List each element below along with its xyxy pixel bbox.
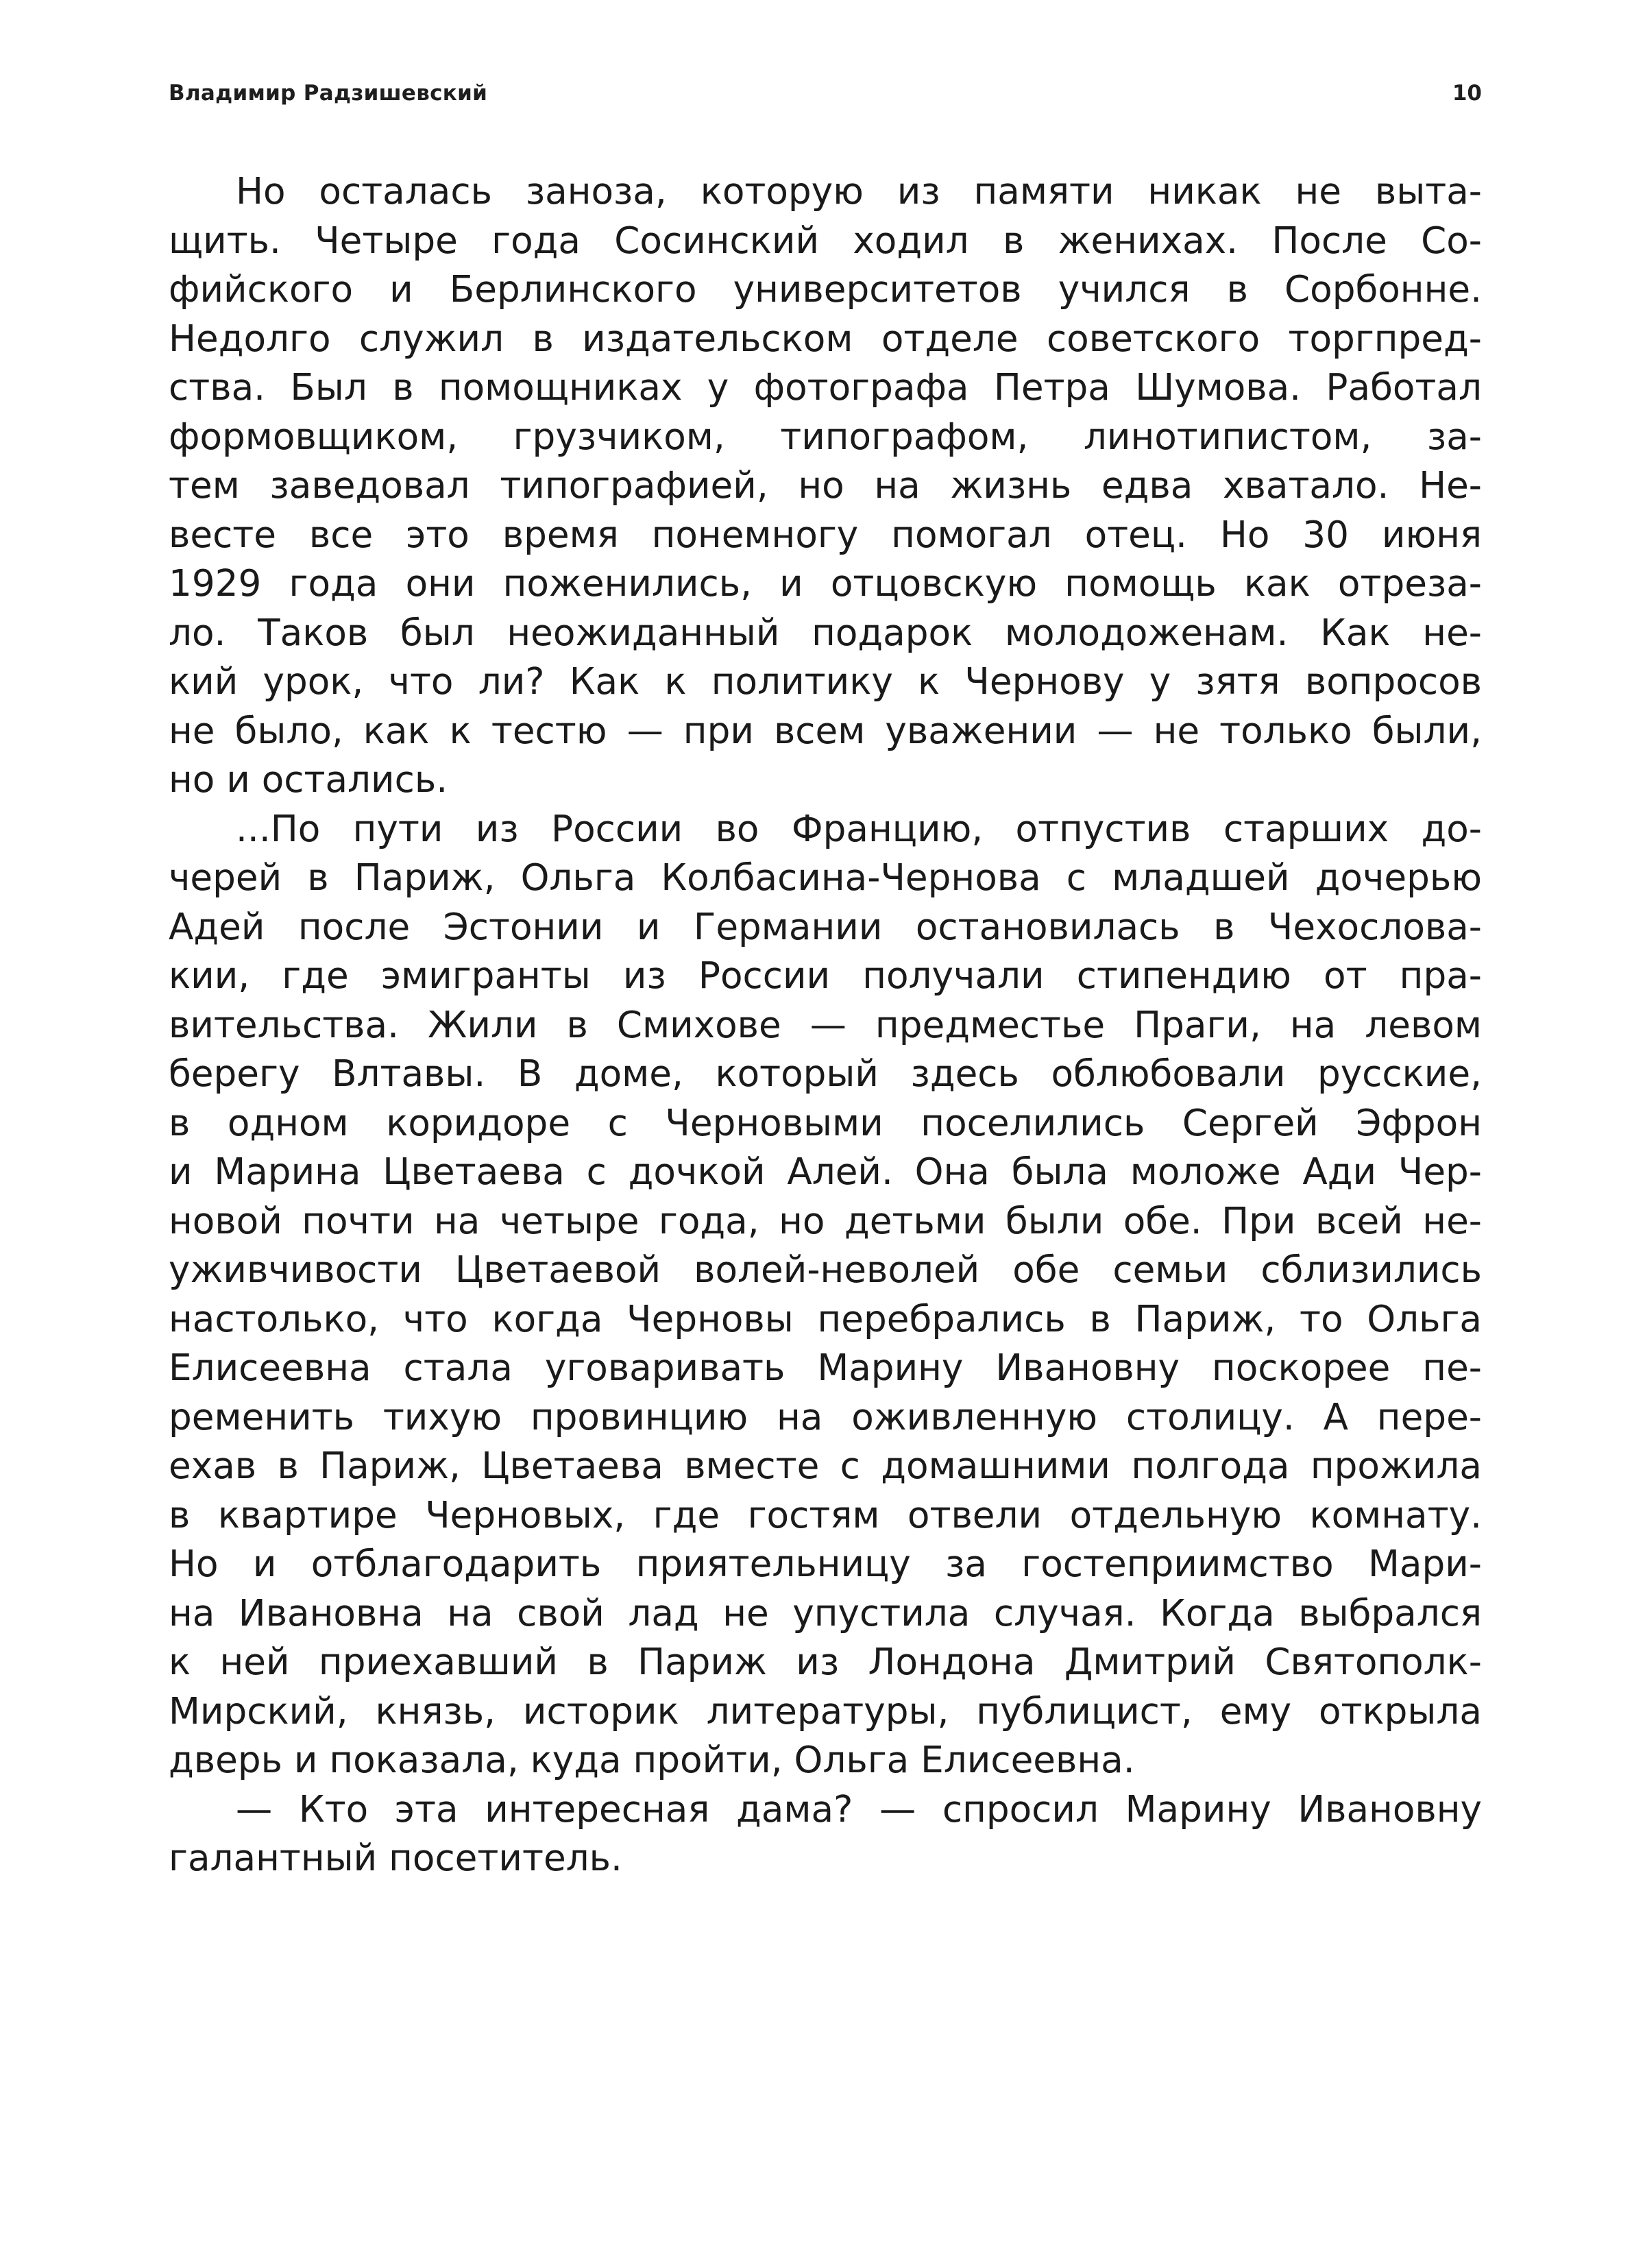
text-line: — Кто эта интересная дама? — спросил Марину Ивановну [236, 1787, 1482, 1831]
running-head-author: Владимир Радзишевский [169, 81, 488, 106]
text-line: Мирский, князь, историк литературы, публицист, ему открыла [169, 1689, 1482, 1733]
text-line: 1929 года они поженились, и отцовскую помощь как отреза- [169, 562, 1482, 605]
text-line: уживчивости Цветаевой волей-неволей обе семьи сблизились [169, 1248, 1482, 1291]
page-number: 10 [1452, 81, 1482, 106]
text-line: и Марина Цветаева с дочкой Алей. Она была моложе Ади Чер- [169, 1150, 1482, 1193]
text-line: на Ивановна на свой лад не упустила случая. Когда выбрался [169, 1591, 1482, 1634]
text-line: берегу Влтавы. В доме, который здесь облюбовали русские, [169, 1052, 1482, 1095]
text-line: вительства. Жили в Смихове — предместье Праги, на левом [169, 1003, 1482, 1046]
text-line: черей в Париж, Ольга Колбасина-Чернова с младшей дочерью [169, 856, 1482, 899]
text-line: не было, как к тестю — при всем уважении — не только были, [169, 709, 1482, 752]
text-line: в одном коридоре с Черновыми поселились Сергей Эфрон [169, 1101, 1482, 1144]
text-line: весте все это время понемногу помогал отец. Но 30 июня [169, 513, 1482, 556]
text-line: формовщиком, грузчиком, типографом, линотипистом, за- [169, 415, 1482, 458]
text-line: ства. Был в помощниках у фотографа Петра Шумова. Работал [169, 366, 1482, 409]
text-line: кии, где эмигранты из России получали стипендию от пра- [169, 954, 1482, 997]
text-line: ло. Таков был неожиданный подарок молодоженам. Как не- [169, 611, 1482, 654]
text-line: к ней приехавший в Париж из Лондона Дмитрий Святополк- [169, 1641, 1482, 1683]
body-text [169, 167, 1482, 1883]
text-line: кий урок, что ли? Как к политику к Чернову у зятя вопросов [169, 660, 1482, 703]
text-line: фийского и Берлинского университетов учился в Сорбонне. [169, 268, 1482, 311]
text-line: дверь и показала, куда пройти, Ольга Елисеевна. [169, 1739, 1135, 1781]
text-line: в квартире Черновых, где гостям отвели отдельную комнату. [169, 1493, 1482, 1536]
text-line: Недолго служил в издательском отделе советского торгпред- [169, 317, 1482, 360]
text-line: ременить тихую провинцию на оживленную столицу. А пере- [169, 1395, 1482, 1438]
text-line: настолько, что когда Черновы перебрались в Париж, то Ольга [169, 1297, 1482, 1340]
text-line: ...По пути из России во Францию, отпустив старших до- [236, 807, 1482, 850]
text-line: Адей после Эстонии и Германии остановилась в Чехослова- [169, 905, 1482, 948]
text-line: Но и отблагодарить приятельницу за гостеприимство Мари- [169, 1543, 1482, 1585]
running-head [169, 81, 1482, 122]
text-line: Елисеевна стала уговаривать Марину Ивановну поскорее пе- [169, 1347, 1482, 1389]
text-line: Но осталась заноза, которую из памяти никак не выта- [236, 170, 1482, 213]
text-line: галантный посетитель. [169, 1837, 622, 1879]
text-line: ехав в Париж, Цветаева вместе с домашними полгода прожила [169, 1445, 1482, 1487]
text-line: щить. Четыре года Сосинский ходил в женихах. После Со- [169, 219, 1482, 262]
text-line: новой почти на четыре года, но детьми были обе. При всей не- [169, 1199, 1482, 1242]
text-line: тем заведовал типографией, но на жизнь едва хватало. Не- [169, 464, 1482, 507]
text-line: но и остались. [169, 758, 448, 801]
